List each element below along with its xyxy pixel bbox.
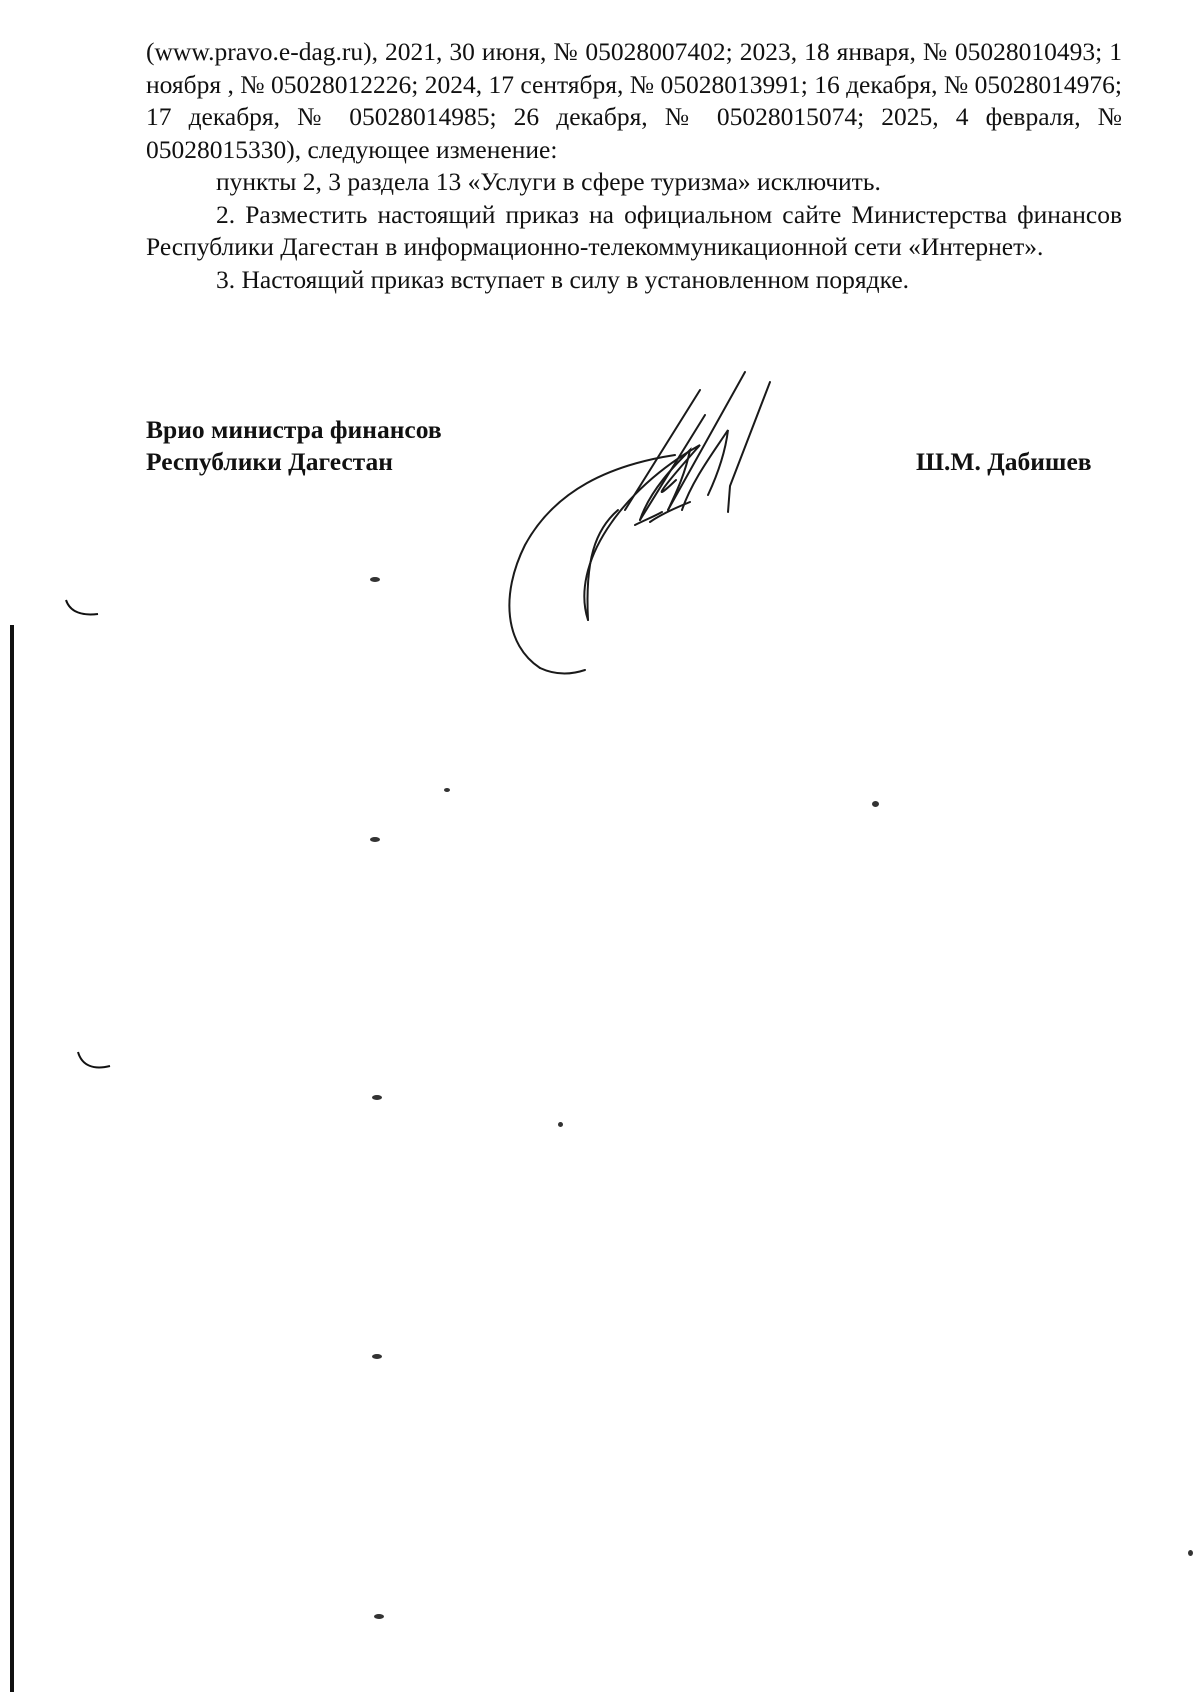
signatory-title-line1: Врио министра финансов — [146, 415, 442, 444]
scan-speck — [558, 1122, 563, 1127]
scan-mark — [76, 1050, 116, 1074]
scan-mark — [64, 598, 104, 620]
scan-speck — [372, 1354, 382, 1359]
scan-speck — [374, 1614, 384, 1619]
scan-speck — [372, 1095, 382, 1100]
paragraph-effective: 3. Настоящий приказ вступает в силу в установленном порядке. — [216, 264, 910, 294]
signatory-title — [146, 414, 442, 478]
paragraph-amendment: пункты 2, 3 раздела 13 «Услуги в сфере туризма» исключить. — [216, 167, 881, 196]
paragraph-references: (www.pravo.e-dag.ru), 2021, 30 июня, № 05028007402; 2023, 18 января, № 05028010493; 1 ноября , № 05028012226; 2024, 17 сентября, № 05028013991; 16 декабря, № 05028014976; 17 декабря, № 05028014985; 26 декабря, № 05028015074; 2025, 4 февраля, № 05028015330), следующее изменение: — [146, 37, 1122, 164]
scan-edge-line — [10, 625, 14, 1692]
scan-speck — [444, 788, 450, 792]
handwritten-signature — [500, 370, 830, 680]
paragraph-publication: 2. Разместить настоящий приказ на официальном сайте Министерства финансов Республики Дагестан в информационно-телекоммуникационной сети «Интернет». — [146, 199, 1122, 261]
scan-speck — [1188, 1550, 1193, 1556]
scan-speck — [370, 837, 380, 842]
document-body — [146, 36, 1122, 296]
scan-speck — [370, 577, 380, 582]
scan-speck — [872, 801, 879, 807]
signatory-name: Ш.М. Дабишев — [916, 447, 1092, 476]
signatory-title-line2: Республики Дагестан — [146, 447, 393, 476]
